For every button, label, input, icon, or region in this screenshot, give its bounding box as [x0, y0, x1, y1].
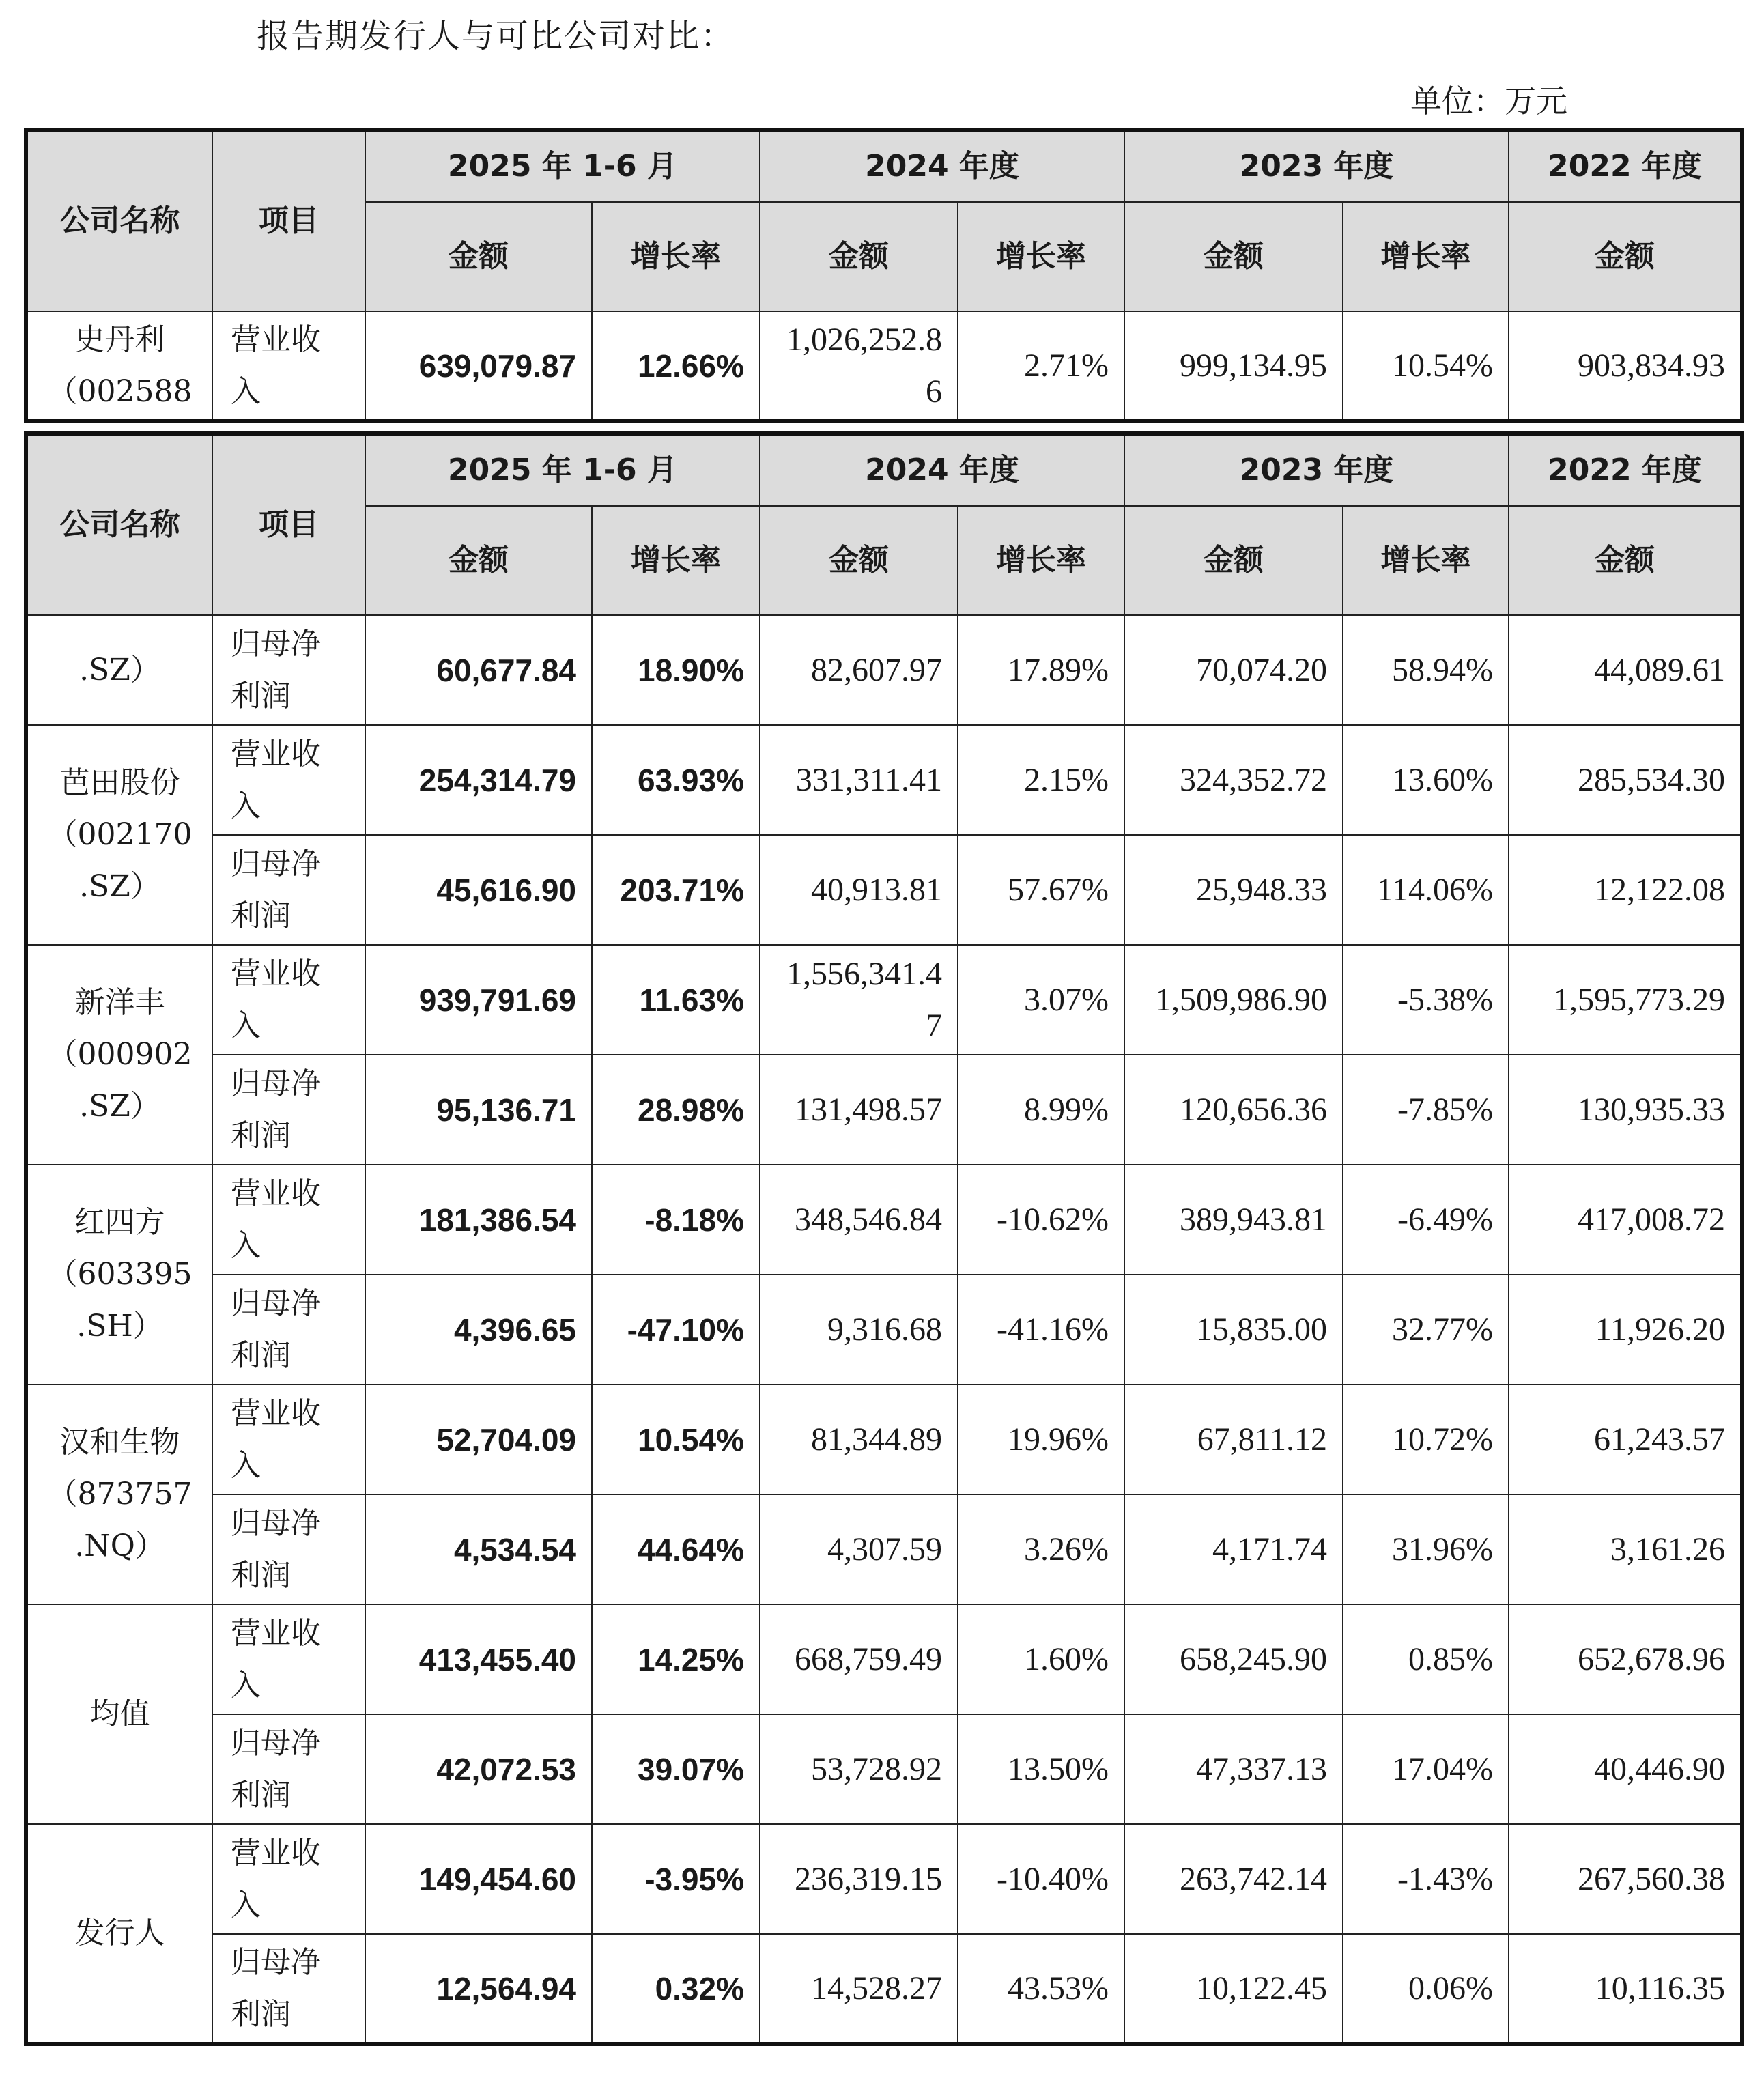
- item-cell: [212, 615, 365, 725]
- growth-cell: -5.38%: [1343, 945, 1509, 1055]
- growth-cell: 0.85%: [1343, 1604, 1509, 1714]
- header-amount: 金额: [1124, 202, 1343, 311]
- growth-cell: 203.71%: [592, 835, 760, 945]
- header-amount: 金额: [760, 506, 958, 615]
- growth-cell: 14.25%: [592, 1604, 760, 1714]
- company-name-line: （002588: [47, 373, 193, 409]
- amount-cell: 67,811.12: [1124, 1384, 1343, 1494]
- growth-cell: -3.95%: [592, 1824, 760, 1934]
- amount-cell: 4,534.54: [365, 1494, 592, 1604]
- amount-cell: 1,556,341.47: [760, 945, 958, 1055]
- amount-cell: 47,337.13: [1124, 1714, 1343, 1824]
- item-line: 利润: [231, 1996, 291, 2032]
- growth-cell: 28.98%: [592, 1055, 760, 1165]
- amount-cell: 285,534.30: [1509, 725, 1742, 835]
- growth-cell: 63.93%: [592, 725, 760, 835]
- item-line: 营业收: [231, 1176, 321, 1211]
- header-company: 公司名称: [26, 434, 212, 615]
- growth-cell: 2.71%: [958, 311, 1124, 421]
- amount-cell: 236,319.15: [760, 1824, 958, 1934]
- item-cell: [212, 1604, 365, 1714]
- growth-cell: 10.54%: [592, 1384, 760, 1494]
- amount-cell: 9,316.68: [760, 1275, 958, 1384]
- item-cell: [212, 1384, 365, 1494]
- growth-cell: 44.64%: [592, 1494, 760, 1604]
- header-growth: 增长率: [958, 202, 1124, 311]
- amount-cell: 4,171.74: [1124, 1494, 1343, 1604]
- amount-cell: 267,560.38: [1509, 1824, 1742, 1934]
- amount-cell: 11,926.20: [1509, 1275, 1742, 1384]
- amount-cell: 53,728.92: [760, 1714, 958, 1824]
- company-name-cell: [26, 1384, 212, 1604]
- amount-cell: 149,454.60: [365, 1824, 592, 1934]
- item-line: 归母净: [231, 1066, 321, 1101]
- item-cell: [212, 1494, 365, 1604]
- growth-cell: 10.54%: [1343, 311, 1509, 421]
- growth-cell: 39.07%: [592, 1714, 760, 1824]
- header-period: 2024 年度: [760, 434, 1124, 506]
- amount-cell: 389,943.81: [1124, 1165, 1343, 1275]
- growth-cell: 0.32%: [592, 1934, 760, 2044]
- growth-cell: 17.04%: [1343, 1714, 1509, 1824]
- item-line: 利润: [231, 1118, 291, 1153]
- company-name-line: 均值: [89, 1696, 150, 1731]
- amount-cell: 999,134.95: [1124, 311, 1343, 421]
- amount-cell: 131,498.57: [760, 1055, 958, 1165]
- item-cell: [212, 945, 365, 1055]
- company-name-line: 新洋丰: [74, 985, 165, 1020]
- comparison-table-part-2: [24, 431, 1744, 2046]
- growth-cell: 1.60%: [958, 1604, 1124, 1714]
- item-cell: [212, 1055, 365, 1165]
- table-row: [26, 615, 1742, 725]
- item-line: 入: [231, 373, 261, 409]
- header-growth: 增长率: [958, 506, 1124, 615]
- table-row: [26, 1275, 1742, 1384]
- item-cell: [212, 311, 365, 421]
- growth-cell: 13.60%: [1343, 725, 1509, 835]
- table-row: [26, 1934, 1742, 2044]
- item-line: 归母净: [231, 1944, 321, 1980]
- amount-cell: 25,948.33: [1124, 835, 1343, 945]
- amount-cell: 52,704.09: [365, 1384, 592, 1494]
- table-row: [26, 835, 1742, 945]
- growth-cell: 10.72%: [1343, 1384, 1509, 1494]
- item-line: 入: [231, 1008, 261, 1043]
- amount-cell: 42,072.53: [365, 1714, 592, 1824]
- company-name-line: 红四方: [74, 1205, 165, 1240]
- growth-cell: 13.50%: [958, 1714, 1124, 1824]
- item-line: 营业收: [231, 322, 321, 357]
- item-line: 入: [231, 1447, 261, 1483]
- company-name-cell: [26, 1604, 212, 1824]
- table-row: [26, 1055, 1742, 1165]
- item-line: 营业收: [231, 1395, 321, 1431]
- table-row: [26, 1714, 1742, 1824]
- growth-cell: 58.94%: [1343, 615, 1509, 725]
- company-name-line: 汉和生物: [59, 1425, 180, 1460]
- header-growth: 增长率: [592, 202, 760, 311]
- amount-cell: 120,656.36: [1124, 1055, 1343, 1165]
- header-row-periods: [26, 130, 1742, 202]
- company-name-line: 史丹利: [74, 322, 165, 357]
- company-name-cell: [26, 615, 212, 725]
- item-line: 归母净: [231, 846, 321, 881]
- growth-cell: -10.62%: [958, 1165, 1124, 1275]
- item-line: 营业收: [231, 736, 321, 771]
- amount-cell: 1,026,252.86: [760, 311, 958, 421]
- item-cell: [212, 1275, 365, 1384]
- item-cell: [212, 1824, 365, 1934]
- growth-cell: 0.06%: [1343, 1934, 1509, 2044]
- amount-cell: 939,791.69: [365, 945, 592, 1055]
- amount-cell: 12,122.08: [1509, 835, 1742, 945]
- company-name-line: .SZ）: [79, 652, 160, 687]
- company-name-line: （873757: [47, 1477, 193, 1511]
- header-amount: 金额: [365, 202, 592, 311]
- amount-cell: 82,607.97: [760, 615, 958, 725]
- amount-cell: 10,116.35: [1509, 1934, 1742, 2044]
- amount-cell: 15,835.00: [1124, 1275, 1343, 1384]
- header-period: 2025 年 1-6 月: [365, 130, 760, 202]
- amount-cell: 668,759.49: [760, 1604, 958, 1714]
- header-amount: 金额: [1124, 506, 1343, 615]
- company-name-line: （000902: [47, 1037, 193, 1072]
- growth-cell: 8.99%: [958, 1055, 1124, 1165]
- table-row: [26, 311, 1742, 421]
- company-name-line: 芭田股份: [59, 765, 180, 800]
- amount-cell: 413,455.40: [365, 1604, 592, 1714]
- amount-cell: 417,008.72: [1509, 1165, 1742, 1275]
- amount-cell: 40,913.81: [760, 835, 958, 945]
- table-row: [26, 1384, 1742, 1494]
- header-amount: 金额: [1509, 202, 1742, 311]
- table-row: [26, 1165, 1742, 1275]
- header-amount: 金额: [365, 506, 592, 615]
- growth-cell: 18.90%: [592, 615, 760, 725]
- item-line: 利润: [231, 1777, 291, 1813]
- table-row: [26, 1824, 1742, 1934]
- item-line: 营业收: [231, 956, 321, 991]
- amount-cell: 254,314.79: [365, 725, 592, 835]
- growth-cell: -6.49%: [1343, 1165, 1509, 1275]
- amount-cell: 639,079.87: [365, 311, 592, 421]
- amount-cell: 130,935.33: [1509, 1055, 1742, 1165]
- item-line: 归母净: [231, 626, 321, 662]
- section-title: 报告期发行人与可比公司对比：: [257, 17, 735, 55]
- amount-cell: 331,311.41: [760, 725, 958, 835]
- header-amount: 金额: [1509, 506, 1742, 615]
- amount-cell: 1,509,986.90: [1124, 945, 1343, 1055]
- header-growth: 增长率: [1343, 506, 1509, 615]
- item-cell: [212, 835, 365, 945]
- item-line: 利润: [231, 1557, 291, 1593]
- header-growth: 增长率: [592, 506, 760, 615]
- company-name-line: .SZ）: [79, 869, 160, 904]
- table-row: [26, 1494, 1742, 1604]
- growth-cell: 11.63%: [592, 945, 760, 1055]
- item-cell: [212, 725, 365, 835]
- header-period: 2025 年 1-6 月: [365, 434, 760, 506]
- header-period: 2023 年度: [1124, 130, 1509, 202]
- amount-cell: 44,089.61: [1509, 615, 1742, 725]
- growth-cell: 114.06%: [1343, 835, 1509, 945]
- growth-cell: 2.15%: [958, 725, 1124, 835]
- header-row-periods: [26, 434, 1742, 506]
- growth-cell: 43.53%: [958, 1934, 1124, 2044]
- table-row: [26, 725, 1742, 835]
- growth-cell: 3.26%: [958, 1494, 1124, 1604]
- amount-cell: 95,136.71: [365, 1055, 592, 1165]
- company-name-line: .NQ）: [74, 1529, 165, 1563]
- header-amount: 金额: [760, 202, 958, 311]
- company-name-line: 发行人: [74, 1916, 165, 1950]
- amount-cell: 903,834.93: [1509, 311, 1742, 421]
- unit-label: 单位：万元: [1410, 83, 1567, 119]
- header-period: 2022 年度: [1509, 130, 1742, 202]
- growth-cell: -47.10%: [592, 1275, 760, 1384]
- amount-cell: 658,245.90: [1124, 1604, 1343, 1714]
- item-cell: [212, 1714, 365, 1824]
- amount-cell: 4,307.59: [760, 1494, 958, 1604]
- item-line: 利润: [231, 1337, 291, 1373]
- company-name-cell: [26, 725, 212, 945]
- amount-cell: 4,396.65: [365, 1275, 592, 1384]
- item-line: 营业收: [231, 1615, 321, 1651]
- header-item: 项目: [212, 130, 365, 311]
- header-item: 项目: [212, 434, 365, 615]
- amount-cell: 263,742.14: [1124, 1824, 1343, 1934]
- table-row: [26, 1604, 1742, 1714]
- header-growth: 增长率: [1343, 202, 1509, 311]
- item-line: 入: [231, 1227, 261, 1263]
- amount-cell: 10,122.45: [1124, 1934, 1343, 2044]
- growth-cell: 3.07%: [958, 945, 1124, 1055]
- company-name-cell: [26, 1165, 212, 1384]
- header-period: 2023 年度: [1124, 434, 1509, 506]
- item-line: 归母净: [231, 1725, 321, 1761]
- amount-cell: 45,616.90: [365, 835, 592, 945]
- growth-cell: 32.77%: [1343, 1275, 1509, 1384]
- company-name-line: （603395: [47, 1257, 193, 1292]
- company-name-line: .SZ）: [79, 1089, 160, 1124]
- item-cell: [212, 1165, 365, 1275]
- table-row: [26, 945, 1742, 1055]
- amount-cell: 652,678.96: [1509, 1604, 1742, 1714]
- company-name-line: .SH）: [76, 1309, 163, 1344]
- company-name-cell: [26, 1824, 212, 2044]
- item-line: 利润: [231, 678, 291, 713]
- growth-cell: -10.40%: [958, 1824, 1124, 1934]
- amount-cell: 70,074.20: [1124, 615, 1343, 725]
- amount-cell: 81,344.89: [760, 1384, 958, 1494]
- item-line: 归母净: [231, 1285, 321, 1321]
- amount-cell: 348,546.84: [760, 1165, 958, 1275]
- item-line: 营业收: [231, 1835, 321, 1871]
- company-name-cell: [26, 311, 212, 421]
- amount-cell: 3,161.26: [1509, 1494, 1742, 1604]
- header-company: 公司名称: [26, 130, 212, 311]
- header-period: 2024 年度: [760, 130, 1124, 202]
- amount-cell: 324,352.72: [1124, 725, 1343, 835]
- comparison-table-part-1: [24, 128, 1744, 423]
- item-line: 入: [231, 788, 261, 823]
- growth-cell: -41.16%: [958, 1275, 1124, 1384]
- header-period: 2022 年度: [1509, 434, 1742, 506]
- item-cell: [212, 1934, 365, 2044]
- amount-cell: 60,677.84: [365, 615, 592, 725]
- amount-cell: 61,243.57: [1509, 1384, 1742, 1494]
- growth-cell: 12.66%: [592, 311, 760, 421]
- growth-cell: -1.43%: [1343, 1824, 1509, 1934]
- item-line: 入: [231, 1887, 261, 1922]
- growth-cell: -7.85%: [1343, 1055, 1509, 1165]
- item-line: 利润: [231, 898, 291, 933]
- item-line: 入: [231, 1667, 261, 1703]
- growth-cell: 57.67%: [958, 835, 1124, 945]
- company-name-line: （002170: [47, 817, 193, 852]
- growth-cell: 31.96%: [1343, 1494, 1509, 1604]
- item-line: 归母净: [231, 1505, 321, 1541]
- amount-cell: 14,528.27: [760, 1934, 958, 2044]
- amount-cell: 181,386.54: [365, 1165, 592, 1275]
- growth-cell: 17.89%: [958, 615, 1124, 725]
- company-name-cell: [26, 945, 212, 1165]
- amount-cell: 1,595,773.29: [1509, 945, 1742, 1055]
- amount-cell: 12,564.94: [365, 1934, 592, 2044]
- amount-cell: 40,446.90: [1509, 1714, 1742, 1824]
- growth-cell: 19.96%: [958, 1384, 1124, 1494]
- growth-cell: -8.18%: [592, 1165, 760, 1275]
